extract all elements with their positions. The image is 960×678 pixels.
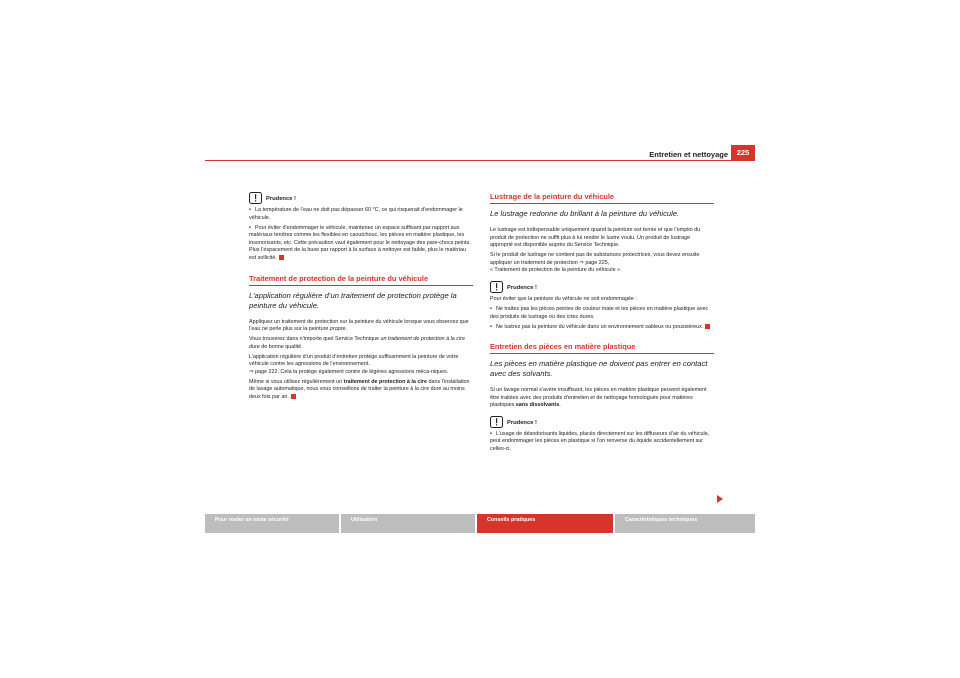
section-rule xyxy=(249,285,473,286)
bullet-icon: • xyxy=(249,224,251,231)
caution-box xyxy=(490,281,714,331)
caution-label: Prudence ! xyxy=(507,285,537,292)
section-subtitle: L’application régulière d’un traitement de protection protège la peinture du véhicule. xyxy=(249,290,457,310)
section-subtitle: Le lustrage redonne du brillant à la peinture du véhicule. xyxy=(490,209,680,218)
paragraph: Si le produit de lustrage ne contient pas de substances protectrices, vous devez ensuite appliquer un traitement de protection ⇒ page 225, xyxy=(490,252,700,266)
paragraph: Le lustrage est indispensable uniquement quand la peinture est ternie et que l’emploi du produit de protection ne suffit plus à lui rendre le lustre voulu. Un produit de lustrage approprié est disponible auprès du Service Technique. xyxy=(490,227,701,249)
caution-bullet: • L’usage de désodorisants liquides, placés directement sur les diffuseurs d’air du véhicule, peut endommager les pièces en plastique si l’on renverse du liquide accidentellement sur celles-ci. xyxy=(490,430,710,453)
end-marker-icon xyxy=(279,255,284,260)
section-title: Lustrage de la peinture du véhicule xyxy=(490,192,615,201)
paragraph: Appliquez un traitement de protection sur la peinture du véhicule lorsque vous observez que l’eau ne perle plus sur la peinture propre. xyxy=(249,318,469,333)
caution-header xyxy=(490,416,714,428)
continue-arrow-icon xyxy=(717,495,723,503)
bullet-icon: • xyxy=(490,323,492,330)
section-rule xyxy=(490,203,714,204)
end-marker-icon xyxy=(291,394,296,399)
footer-tab-bar xyxy=(205,514,755,533)
bullet-icon: • xyxy=(490,430,492,437)
section-rule xyxy=(490,353,714,354)
left-column xyxy=(249,192,473,404)
page-number: 225 xyxy=(731,145,755,161)
paragraph: Même si vous utilisez régulièrement un traitement de protection à la cire dans l’installation de lavage automatique, nous vous conseillons de traiter la peinture à la cire dure au moins deux fois par an. xyxy=(249,378,470,401)
running-header-title: Entretien et nettoyage xyxy=(649,150,728,159)
right-column xyxy=(490,192,714,456)
paragraph: Si un lavage normal s’avère insuffisant, les pièces en matière plastique peuvent également être traitées avec des produits d’entretien et de nettoyage homologués pour matières plastiques sans dissolvants. xyxy=(490,387,707,409)
bullet-icon: • xyxy=(249,207,251,213)
section-title: Entretien des pièces en matière plastique xyxy=(490,342,636,352)
section-subtitle: Les pièces en matière plastique ne doivent pas entrer en contact avec des solvants. xyxy=(490,359,708,379)
caution-bullet: • Ne lustrez pas la peinture du véhicule dans un environnement sableux ou poussiéreux. xyxy=(490,324,714,332)
bullet-icon: • xyxy=(490,305,492,312)
tab-utilisation[interactable]: Utilisation xyxy=(341,514,475,533)
caution-header xyxy=(249,192,473,204)
paragraph: Vous trouverez dans n’importe quel Service Technique un traitement de protection à la cire dure de bonne qualité. xyxy=(249,336,465,350)
tab-pour-rouler[interactable]: Pour rouler en toute sécurité xyxy=(205,514,339,533)
caution-box xyxy=(490,416,714,454)
caution-bullet: • Pour éviter d’endommager le véhicule, maintenez un espace suffisant par rapport aux matériaux tendres comme les flexibles en caoutchouc, les pièces en matière plastique, les insonorisants, etc. Cette précaution vaut également pour le nettoyage des pare-chocs peints. Plus l’espacement de la buse par rapport à la surface à nettoyer est faible, plus le matériau est sollicité. xyxy=(249,224,471,261)
caution-bullet: • La température de l’eau ne doit pas dépasser 60 °C, ce qui risquerait d’endommager le véhicule. xyxy=(249,207,463,221)
caution-label: Prudence ! xyxy=(507,420,537,427)
warning-icon xyxy=(490,416,503,428)
section-title: Traitement de protection de la peinture du véhicule xyxy=(249,273,429,283)
tab-caracteristiques[interactable]: Caractéristiques techniques xyxy=(615,514,755,533)
warning-icon xyxy=(490,281,503,293)
page-reference: ⇒ page 222. Cela la protège également contre de légères agressions méca-niques. xyxy=(249,368,449,375)
end-marker-icon xyxy=(705,324,710,329)
caution-box xyxy=(249,192,473,263)
warning-icon xyxy=(249,192,262,204)
tab-conseils-pratiques[interactable]: Conseils pratiques xyxy=(477,514,613,533)
paragraph: L’application régulière d’un produit d’entretien protège suffisamment la peinture de votre véhicule contre les agressions de l’environnement. xyxy=(249,353,459,368)
caution-bullet: • Ne traitez pas les pièces peintes de couleur mate et les pièces en matière plastique avec des produits de lustrage ou des cires dures. xyxy=(490,305,709,320)
caution-label: Prudence ! xyxy=(266,196,296,203)
caution-header xyxy=(490,281,714,293)
caution-intro: Pour éviter que la peinture du véhicule ne soit endommagée : xyxy=(490,295,637,302)
header-rule xyxy=(205,160,755,161)
page-reference: « Traitement de protection de la peinture du véhicule ». xyxy=(490,267,622,274)
